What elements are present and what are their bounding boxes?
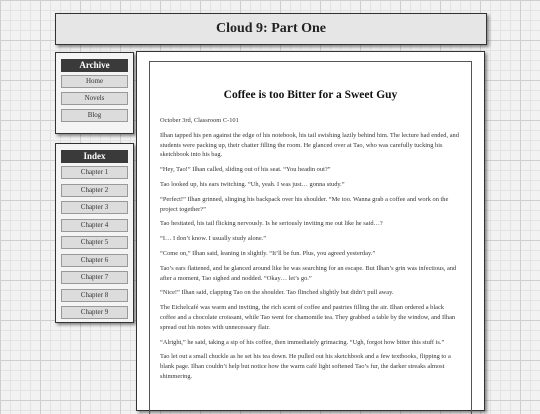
archive-panel (55, 52, 134, 134)
story-paragraph: “Come on,” Ilhan said, leaning in slightly. “It’ll be fun. Plus, you agreed yesterday.” (160, 249, 376, 257)
story-content-panel (136, 51, 485, 411)
site-title: Cloud 9: Part One (215, 21, 327, 36)
chapter-7-link[interactable]: Chapter 7 (61, 271, 128, 284)
story-paragraph: Tao looked up, his ears twitching. “Uh, yeah. I was just… gonna study.” (160, 180, 345, 188)
story-paragraph: “Hey, Tao!” Ilhan called, sliding out of his seat. “You headin out?” (160, 166, 331, 174)
site-header (55, 13, 487, 45)
story-paragraph: “I… I don’t know. I usually study alone.” (160, 235, 267, 243)
chapter-5-link[interactable]: Chapter 5 (61, 236, 128, 249)
story-paragraph: Tao hesitated, his tail flicking nervously. Is he seriously inviting me out like he said…? (160, 220, 383, 228)
chapter-6-link[interactable]: Chapter 6 (61, 254, 128, 267)
story-title: Coffee is too Bitter for a Sweet Guy (223, 89, 398, 101)
chapter-4-link[interactable]: Chapter 4 (61, 219, 128, 232)
index-panel (55, 143, 134, 323)
chapter-1-link[interactable]: Chapter 1 (61, 166, 128, 179)
chapter-3-link[interactable]: Chapter 3 (61, 201, 128, 214)
story-paragraph: “Perfect!” Ilhan grinned, slinging his backpack over his shoulder. “Me too. Wanna grab a coffee and work on the project together?” (160, 195, 449, 213)
chapter-9-link[interactable]: Chapter 9 (61, 306, 128, 319)
story-page (149, 61, 472, 414)
story-paragraph: Tao let out a small chuckle as he set his tea down. He pulled out his sketchbook and a few textbooks, flipping to a blank page. Ilhan couldn’t help but notice how the warm café light softened Tao’s fur, the darker streaks almost shimmering. (160, 353, 451, 380)
nav-home-button[interactable]: Home (61, 75, 128, 88)
nav-blog-button[interactable]: Blog (61, 109, 128, 122)
archive-panel-title: Archive (61, 59, 128, 72)
story-paragraph: “Nice!” Ilhan said, clapping Tao on the shoulder. Tao flinched slightly but didn’t pull away. (160, 289, 394, 297)
story-paragraph: October 3rd, Classroom C-101 (160, 117, 239, 124)
story-paragraph: The Eichelcafé was warm and inviting, the rich scent of coffee and pastries filling the air. Ilhan ordered a black coffee and a chocolate croissant, while Tao went for chamomile tea. They grabbed a table by the window, and Ilhan spread out his notes with unnecessary flair. (160, 304, 456, 331)
story-paragraph: Tao’s ears flattened, and he glanced around like he was searching for an escape. But Ilhan’s grin was infectious, and after a moment, Tao sighed and nodded. “Okay… let’s go.” (160, 264, 457, 282)
story-paragraph: Ilhan tapped his pen against the edge of his notebook, his tail swishing lazily behind him. The lecture had ended, and students were packing up, their chatter filling the room. He glanced over at Tao, who was carefully tucking his sketchbook into his bag. (160, 131, 459, 159)
chapter-2-link[interactable]: Chapter 2 (61, 184, 128, 197)
story-paragraph: “Alright,” he said, taking a sip of his coffee, then immediately grimacing. “Ugh, forgot how bitter this stuff is.” (160, 338, 445, 346)
nav-novels-button[interactable]: Novels (61, 92, 128, 105)
index-panel-title: Index (61, 150, 128, 163)
chapter-8-link[interactable]: Chapter 8 (61, 289, 128, 302)
